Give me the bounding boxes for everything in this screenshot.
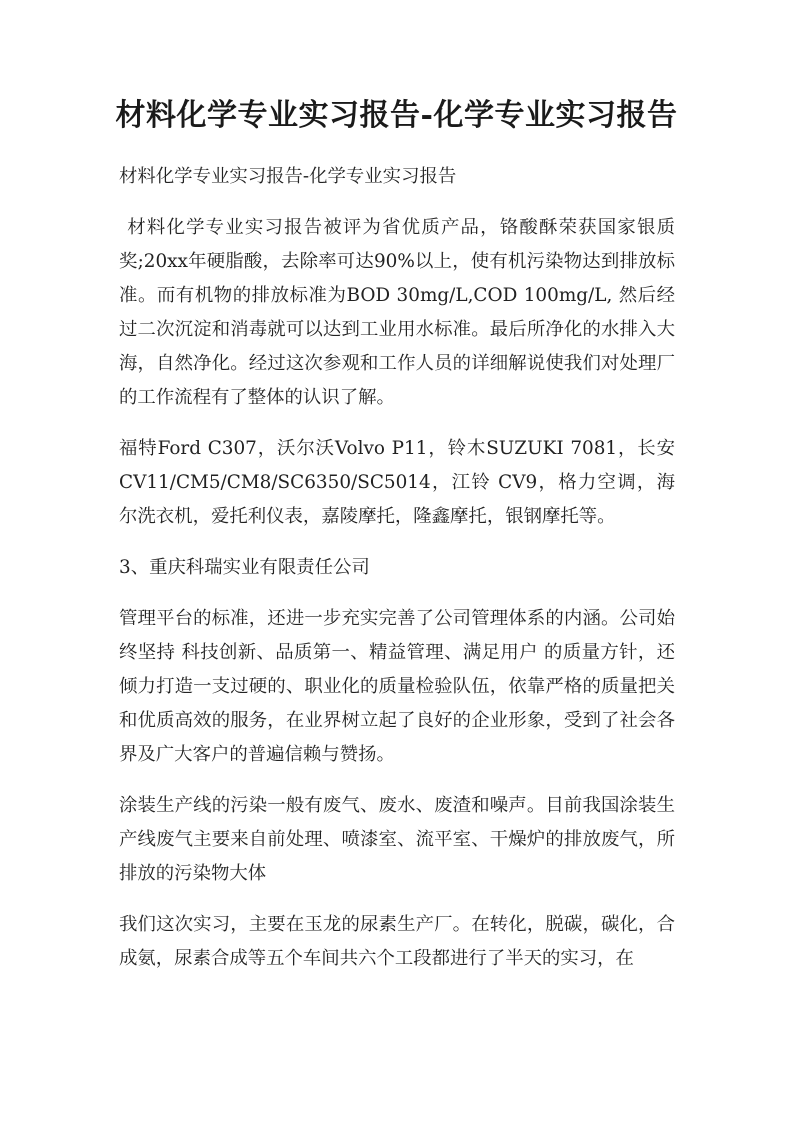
paragraph-urea-plant: 我们这次实习，主要在玉龙的尿素生产厂。在转化，脱碳，碳化，合成氨，尿素合成等五个车间共六个工段都进行了半天的实习，在 [119, 914, 675, 969]
paragraph-clients: 福特Ford C307，沃尔沃Volvo P11，铃木SUZUKI 7081，长安CV11/CM5/CM8/SC6350/SC5014，江铃 CV9，格力空调，海尔洗衣机，爱托利仪表，嘉陵摩托，隆鑫摩托，银钢摩托等。 [119, 438, 675, 527]
paragraph-treatment-plant: 材料化学专业实习报告被评为省优质产品，铬酸酥荣获国家银质奖;20xx年硬脂酸，去除率可达90%以上，使有机污染物达到排放标准。而有机物的排放标准为BOD 30mg/L,COD 100mg/L, 然后经过二次沉淀和消毒就可以达到工业用水标准。最后所净化的水排入大海，自然净化。经过这次参观和工作人员的详细解说使我们对处理厂的工作流程有了整体的认识了解。 [119, 217, 675, 408]
page-title: 材料化学专业实习报告-化学专业实习报告 [115, 98, 678, 133]
paragraph-quality-policy: 管理平台的标准，还进一步充实完善了公司管理体系的内涵。公司始终坚持 科技创新、品质第一、精益管理、满足用户 的质量方针，还倾力打造一支过硬的、职业化的质量检验队伍，依靠严格的质量把关和优质高效的服务，在业界树立起了良好的企业形象，受到了社会各界及广大客户的普遍信赖与赞扬。 [119, 608, 675, 765]
subtitle-paragraph: 材料化学专业实习报告-化学专业实习报告 [119, 166, 457, 187]
document-body [119, 160, 675, 976]
paragraph-coating-pollution: 涂装生产线的污染一般有废气、废水、废渣和噪声。目前我国涂装生产线废气主要来自前处理、喷漆室、流平室、干燥炉的排放废气，所排放的污染物大体 [119, 795, 675, 884]
section-heading-kerui: 3、重庆科瑞实业有限责任公司 [119, 557, 370, 578]
